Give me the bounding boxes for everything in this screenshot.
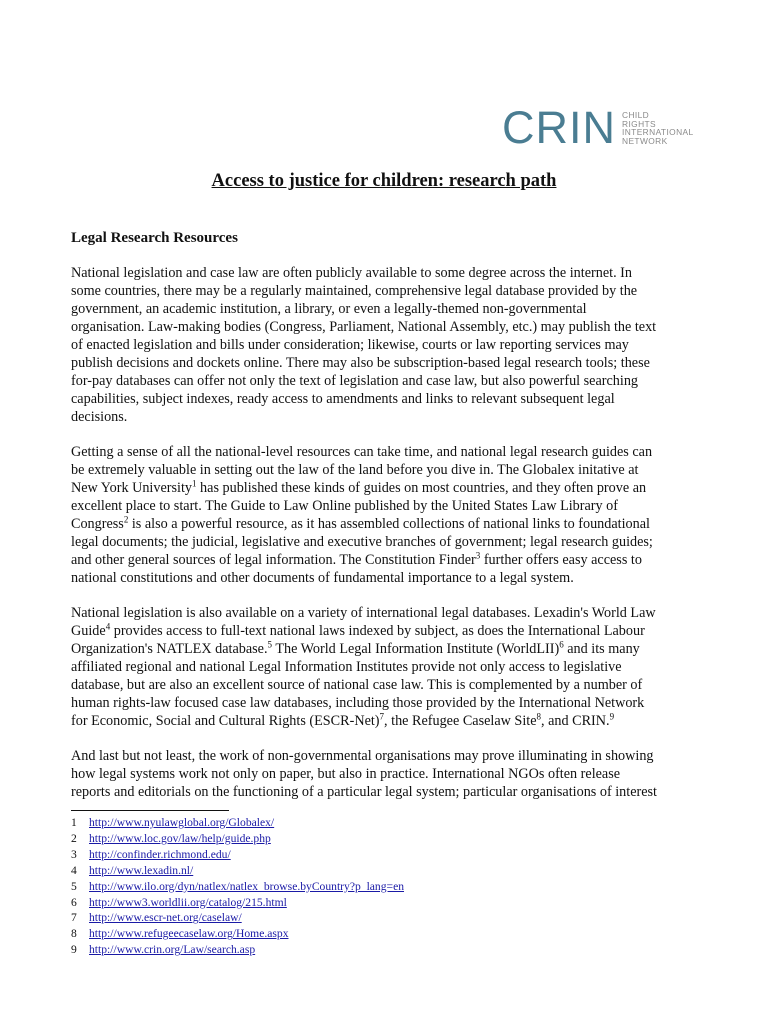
body-text <box>71 264 701 818</box>
footnotes-list <box>71 815 404 958</box>
footnote-number: 1 <box>71 816 77 829</box>
text-line: Guide$^4$ provides access to full-text national laws indexed by subject, as does the International Labour <box>71 621 645 639</box>
logo-subtitle-line: CHILD <box>622 110 650 120</box>
text-line: Congress$^2$ is also a powerful resource, as it has assembled collections of national links to foundational <box>71 514 650 532</box>
text-line: government, an academic institution, a library, or even a legally-themed non-governmental <box>71 301 587 317</box>
text-line: affiliated regional and national Legal Information Institutes provide not only access to legislative <box>71 659 622 675</box>
footnote-item <box>71 847 404 863</box>
footnote-reference: 6 <box>559 639 564 650</box>
paragraph <box>71 604 701 730</box>
text-line: publish decisions and dockets online. There may also be subscription-based legal research tools; these <box>71 355 650 371</box>
footnote-link[interactable]: http://www.refugeecaselaw.org/Home.aspx <box>89 927 289 941</box>
text-line: human rights-law focused case law databases, including those provided by the International Network <box>71 695 645 711</box>
footnote-reference: 7 <box>379 711 385 722</box>
text-line: decisions. <box>71 409 128 425</box>
paragraph <box>71 443 701 587</box>
text-line: for-pay databases can offer not only the text of legislation and case law, but also powerful searching <box>71 373 639 389</box>
text-line: capabilities, subject indexes, ready access to amendments and links to relevant subsequent legal <box>71 391 615 407</box>
footnote-link[interactable]: http://www.loc.gov/law/help/guide.php <box>89 831 271 845</box>
text-line: And last but not least, the work of non-governmental organisations may prove illuminating in showing <box>71 748 654 764</box>
footnote-item <box>71 863 404 879</box>
text-line: national constitutions and other documents of fundamental importance to a legal system. <box>71 570 574 586</box>
logo-subtitle <box>622 111 694 145</box>
text-line: organisation. Law-making bodies (Congress, Parliament, National Assembly, etc.) may publish the text <box>71 319 657 335</box>
text-line: database, but are also an excellent source of national case law. This is complemented by a number of <box>71 677 643 693</box>
footnote-reference: 9 <box>609 711 615 722</box>
footnote-reference: 2 <box>123 514 129 525</box>
footnote-item <box>71 831 404 847</box>
text-line: National legislation is also available on a variety of international legal databases. Lexadin's World Law <box>71 605 656 621</box>
footnote-link[interactable]: http://www.escr-net.org/caselaw/ <box>89 911 242 925</box>
footnote-item <box>71 910 404 926</box>
footnote-reference: 5 <box>267 639 273 650</box>
text-line: legal documents; the judicial, legislative and executive branches of government; legal research guides; <box>71 534 653 550</box>
footnote-number: 6 <box>71 895 77 909</box>
footnote-item <box>71 942 404 958</box>
text-line: of enacted legislation and bills under consideration; likewise, courts or law reporting services may <box>71 337 629 353</box>
footnote-number: 9 <box>71 943 77 957</box>
logo-subtitle-line: RIGHTS <box>622 118 657 129</box>
footnote-number: 3 <box>71 847 77 861</box>
footnote-link[interactable]: http://www.nyulawglobal.org/Globalex/ <box>89 816 275 829</box>
paragraph <box>71 747 701 801</box>
footnote-item <box>71 926 404 942</box>
footnote-number: 5 <box>71 879 77 893</box>
text-line: Organization's NATLEX database.$^5$ The World Legal Information Institute (WorldLII)$^6$ and its many <box>71 639 640 657</box>
footnote-item <box>71 895 404 911</box>
footnote-reference: 3 <box>475 550 481 561</box>
text-line: some countries, there may be a regularly maintained, comprehensive legal database provided by the <box>71 283 638 299</box>
footnote-item <box>71 879 404 895</box>
footnote-link[interactable]: http://confinder.richmond.edu/ <box>89 847 231 861</box>
text-line: how legal systems work not only on paper, but also in practice. International NGOs often release <box>71 766 621 782</box>
footnote-item <box>71 815 404 831</box>
text-line: excellent place to start. The Guide to Law Online published by the United States Law Library of <box>71 498 618 514</box>
footnote-number: 2 <box>71 831 77 845</box>
footnote-reference: 4 <box>105 621 111 632</box>
footnote-link[interactable]: http://www3.worldlii.org/catalog/215.html <box>89 895 287 909</box>
text-line: and other general sources of legal information. The Constitution Finder$^3$ further offers easy access to <box>71 550 642 568</box>
text-line: be extremely valuable in setting out the law of the land before you dive in. The Globalex initative at <box>71 462 639 478</box>
footnote-reference: 8 <box>536 711 541 722</box>
footnote-link[interactable]: http://www.crin.org/Law/search.asp <box>89 943 256 957</box>
text-line: reports and editorials on the functioning of a particular legal system; particular organisations of interest <box>71 784 657 800</box>
document-title: Access to justice for children: research path <box>211 171 557 191</box>
text-line: National legislation and case law are often publicly available to some degree across the internet. In <box>71 265 632 281</box>
text-line: New York University$^1$ has published these kinds of guides on most countries, and they often prove an <box>71 478 647 496</box>
footnote-number: 4 <box>71 863 77 877</box>
text-line: Getting a sense of all the national-level resources can take time, and national legal research guides can <box>71 444 653 460</box>
crin-logo <box>502 104 702 156</box>
paragraph <box>71 264 701 426</box>
footnote-number: 8 <box>71 927 77 941</box>
footnote-separator <box>71 810 229 811</box>
footnote-link[interactable]: http://www.lexadin.nl/ <box>89 863 194 877</box>
footnote-link[interactable]: http://www.ilo.org/dyn/natlex/natlex_browse.byCountry?p_lang=en <box>89 879 405 893</box>
logo-wordmark: CRIN <box>502 102 616 153</box>
text-line: for Economic, Social and Cultural Rights (ESCR-Net)$^7$, the Refugee Caselaw Site$^8$, and CRIN.$^9$ <box>71 711 615 729</box>
section-heading: Legal Research Resources <box>71 230 238 246</box>
footnote-number: 7 <box>71 911 77 925</box>
footnote-reference: 1 <box>192 478 197 489</box>
logo-subtitle-line: NETWORK <box>622 135 668 146</box>
logo-subtitle-line: INTERNATIONAL <box>622 127 694 138</box>
